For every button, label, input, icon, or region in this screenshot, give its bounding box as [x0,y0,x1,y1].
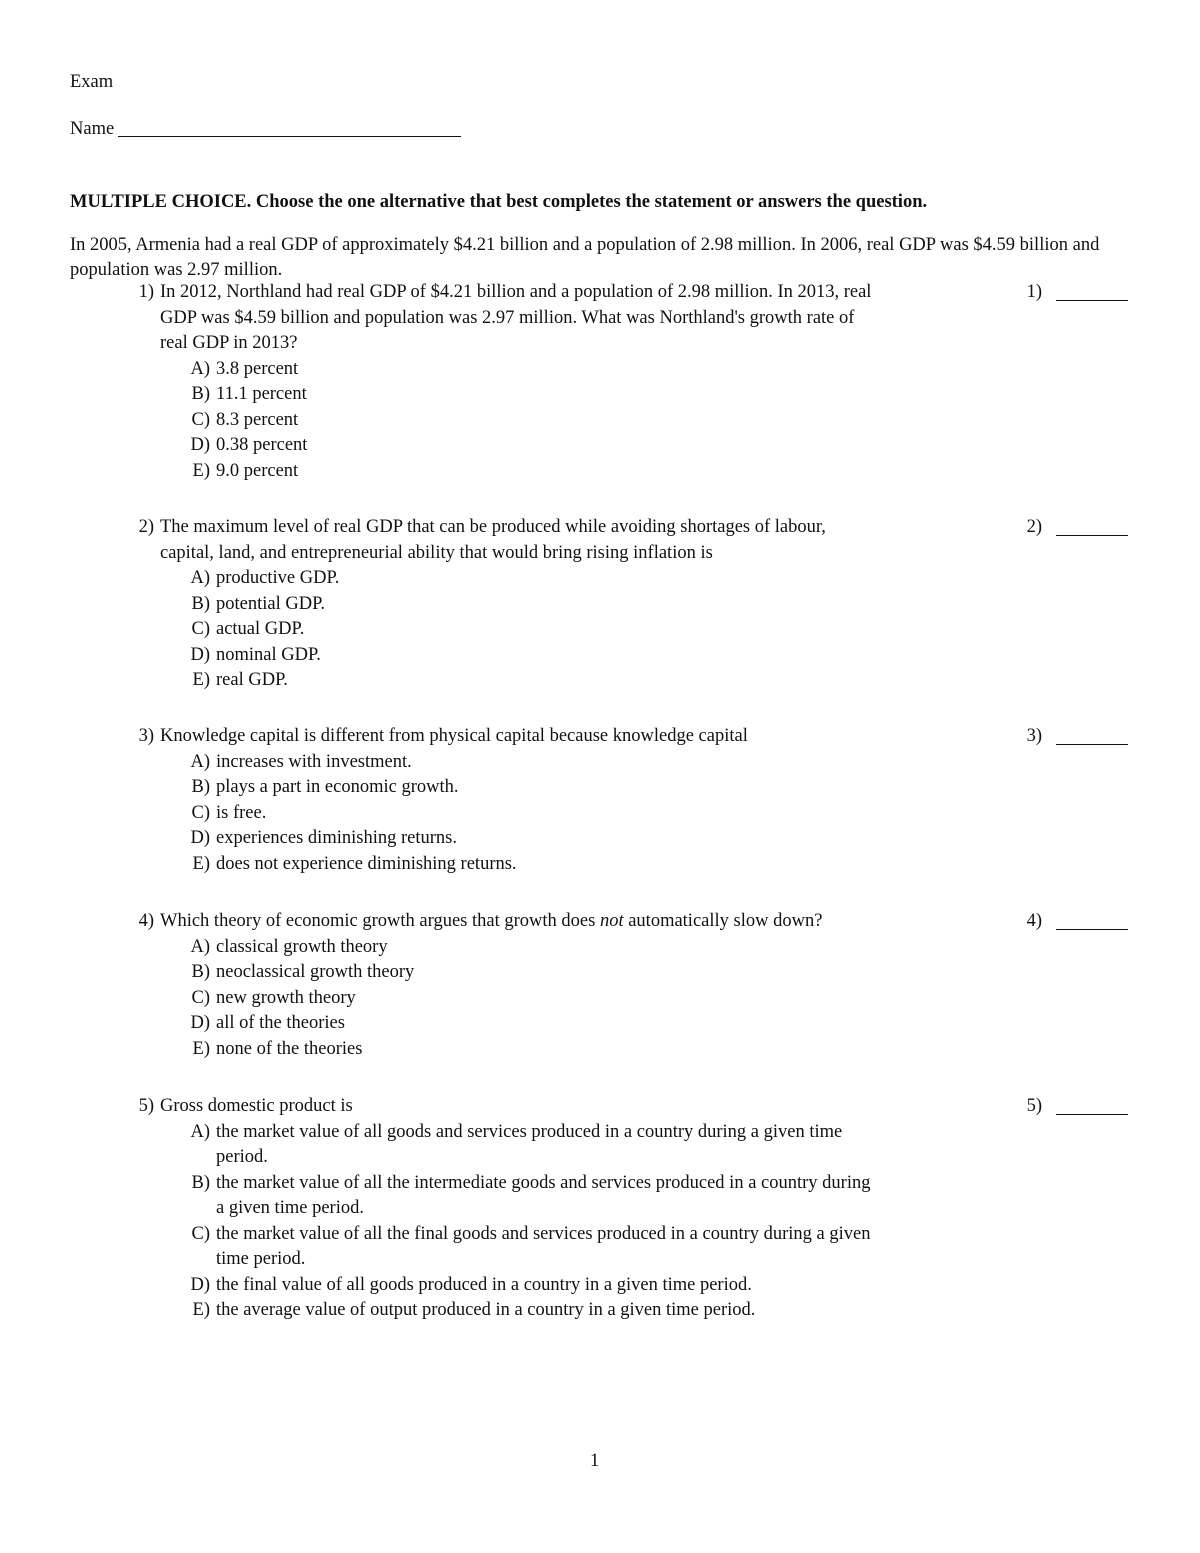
option-letter[interactable]: C) [191,619,210,639]
option-letter[interactable]: D) [190,435,210,455]
answer-label: 2) [1026,517,1042,537]
option-text: time period. [216,1249,306,1269]
option-letter[interactable]: E) [192,1300,210,1320]
option-text: none of the theories [216,1038,363,1059]
question-number: 3) [138,726,154,746]
answer-label: 3) [1026,726,1042,746]
option-text: experiences diminishing returns. [216,828,457,848]
option-letter[interactable]: B) [191,384,210,404]
question-text-line: real GDP in 2013? [160,333,298,353]
question-number: 4) [138,911,154,931]
option-letter[interactable]: D) [190,828,210,848]
option-text: all of the theories [216,1013,345,1033]
option-letter[interactable]: D) [190,1274,210,1295]
question-text-line: In 2012, Northland had real GDP of $4.21 billion and a population of 2.98 million. In 2013, real [160,282,872,302]
exam-title: Exam [70,72,114,92]
answer-label: 1) [1026,282,1042,302]
option-text: real GDP. [216,670,288,690]
option-text: is free. [216,802,267,823]
option-text: the final value of all goods produced in a country in a given time period. [216,1274,752,1295]
question-text-line: The maximum level of real GDP that can be produced while avoiding shortages of labour, [160,517,826,537]
question-text-part: automatically slow down? [623,911,823,931]
option-letter[interactable]: A) [190,1121,210,1142]
question-text-line: Knowledge capital is different from physical capital because knowledge capital [160,726,748,746]
answer-blank-line[interactable] [1056,300,1128,301]
question-text-line: capital, land, and entrepreneurial ability that would bring rising inflation is [160,542,713,563]
option-letter[interactable]: B) [191,962,210,982]
option-letter[interactable]: D) [190,644,210,665]
option-text: 9.0 percent [216,460,299,481]
option-letter[interactable]: C) [191,409,210,430]
option-text: 3.8 percent [216,358,299,379]
option-text: new growth theory [216,987,356,1008]
option-text: plays a part in economic growth. [216,777,459,797]
answer-blank-line[interactable] [1056,535,1128,536]
answer-blank-line[interactable] [1056,1114,1128,1115]
page-number: 1 [590,1451,600,1471]
option-text: nominal GDP. [216,644,321,665]
option-text: 11.1 percent [216,384,307,404]
option-text: increases with investment. [216,751,412,772]
question-number: 5) [138,1096,154,1116]
option-text: the average value of output produced in a country in a given time period. [216,1300,756,1320]
option-text: a given time period. [216,1198,364,1218]
option-text: potential GDP. [216,593,325,614]
option-letter[interactable]: E) [192,460,210,481]
option-text: actual GDP. [216,619,305,639]
option-text: the market value of all the final goods and services produced in a country during a given [216,1223,871,1244]
question-preamble: In 2005, Armenia had a real GDP of approximately $4.21 billion and a population of 2.98 million. In 2006, real GDP was $4.59 billion and population was 2.97 million. [70,235,1100,280]
option-letter[interactable]: B) [191,777,210,797]
question-text-part: Which theory of economic growth argues that growth does [160,911,600,931]
answer-blank-line[interactable] [1056,929,1128,930]
option-text: 0.38 percent [216,435,308,455]
option-letter[interactable]: A) [190,936,210,957]
option-text: does not experience diminishing returns. [216,853,517,874]
option-letter[interactable]: D) [190,1013,210,1033]
question-text-line: GDP was $4.59 billion and population was 2.97 million. What was Northland's growth rate of [160,307,855,328]
question-text-line [160,912,822,931]
option-letter[interactable]: C) [191,1223,210,1244]
question-number: 2) [138,517,154,537]
answer-blank-line[interactable] [1056,744,1128,745]
option-text: the market value of all the intermediate goods and services produced in a country during [216,1172,871,1193]
option-letter[interactable]: B) [191,593,210,614]
answer-label: 5) [1026,1096,1042,1116]
option-letter[interactable]: C) [191,987,210,1008]
option-letter[interactable]: A) [190,568,210,588]
question-number: 1) [138,282,154,302]
option-letter[interactable]: B) [191,1172,210,1193]
option-text: 8.3 percent [216,409,299,430]
option-letter[interactable]: E) [192,1038,210,1059]
option-text: neoclassical growth theory [216,962,415,982]
option-letter[interactable]: A) [190,751,210,772]
name-blank-line[interactable] [118,136,461,137]
option-letter[interactable]: A) [190,358,210,379]
option-letter[interactable]: C) [191,802,210,823]
option-letter[interactable]: E) [192,853,210,874]
section-instructions: MULTIPLE CHOICE. Choose the one alternative that best completes the statement or answers the question. [70,192,928,212]
option-text: productive GDP. [216,568,340,588]
option-text: period. [216,1147,268,1167]
question-text-emphasis: not [599,911,624,931]
option-letter[interactable]: E) [192,670,210,690]
answer-label: 4) [1026,911,1042,931]
option-text: the market value of all goods and services produced in a country during a given time [216,1121,843,1142]
option-text: classical growth theory [216,936,388,957]
question-text-line: Gross domestic product is [160,1096,353,1116]
name-label: Name [70,119,115,139]
